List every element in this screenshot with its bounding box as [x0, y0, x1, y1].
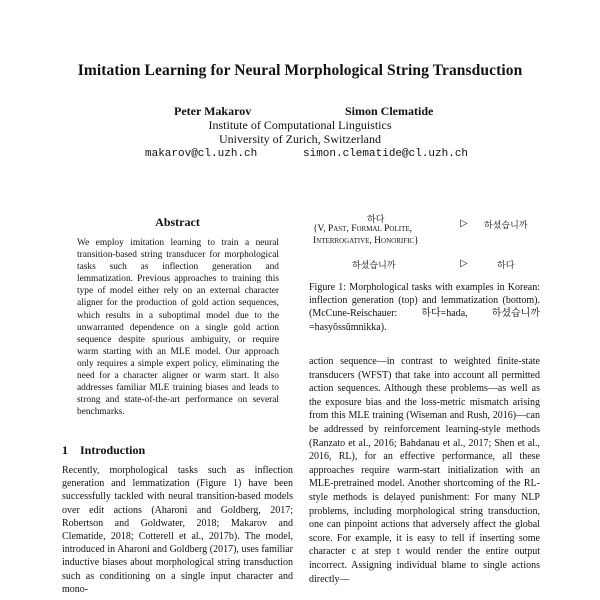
author-name: Peter Makarov [174, 104, 252, 118]
figure-caption: Figure 1: Morphological tasks with examples in Korean: inflection generation (top) and lemmatization (bottom). (McCune-Reischauer: 하다=hada, 하셨습니까=hasyŏssŭmnikka). [309, 282, 540, 333]
section-heading [62, 443, 145, 458]
author-email: makarov@cl.uzh.ch [145, 148, 258, 160]
figure-lemma: 하다 [367, 215, 385, 225]
figure-tags: Interrogative, Honorific} [313, 236, 419, 246]
author-email: simon.clematide@cl.uzh.ch [303, 148, 469, 160]
figure-lemma: 하다 [497, 261, 515, 271]
paper-title: Imitation Learning for Neural Morphological String Transduction [77, 62, 523, 79]
transduction-arrow: ▷ [460, 258, 468, 269]
author-name: Simon Clematide [345, 104, 434, 118]
affiliation-line: University of Zurich, Switzerland [219, 132, 381, 146]
introduction-text: Recently, morphological tasks such as inflection generation and lemmatization (Figure 1) have been successfully tackled with neural transition-based models over edit actions (Aharoni and Goldberg, 2017; Robertson and Goldwater, 2018; Makarov and Clematide, 2018; Cotterell et al., 2017b). The model, introduced in Aharoni and Goldberg (2017), uses familiar inductive biases about morphological string transduction such as conditioning on a single input character and mono- [62, 465, 293, 595]
figure-inflected-form: 하셨습니까 [352, 261, 396, 271]
abstract-text: We employ imitation learning to train a neural transition-based string transducer for morphological tasks such as inflection generation and lemmatization. Previous approaches to training this type of model either rely on an external character aligner for the production of gold action sequences, which results in a suboptimal model due to the unwarranted dependence on a single gold action sequence despite spurious ambiguity, or require warm starting with an MLE model. Our approach only requires a simple expert policy, eliminating the need for a character aligner or warm start. It also addresses familiar MLE training biases and leads to strong and state-of-the-art performance on several benchmarks. [77, 238, 279, 418]
section-number: 1 [62, 443, 68, 457]
transduction-arrow: ▷ [460, 218, 468, 229]
body-text-right-column: action sequence—in contrast to weighted finite-state transducers (WFST) that take into account all permitted action sequences. Although these problems—as well as the exposure bias and the loss-metric mismatch arising from this MLE training (Wiseman and Rush, 2016)—can be addressed by reinforcement learning-style methods (Ranzato et al., 2016; Bahdanau et al., 2017; Shen et al., 2016, RL), for an effective performance, all these approaches require warm-start initialization with an MLE-pretrained model. Another shortcoming of the RL-style methods is delayed punishment: For many NLP problems, including morphological string transduction, one can pinpoint actions that adversely affect the global score. For example, it is easy to tell if inserting some character c at step t would render the entire output incorrect. Assigning individual blame to single actions directly— [309, 356, 540, 585]
section-title: Introduction [80, 443, 146, 457]
affiliation-line: Institute of Computational Linguistics [208, 118, 392, 132]
abstract-heading: Abstract [155, 215, 200, 229]
figure-inflected-form: 하셨습니까 [484, 221, 528, 231]
figure-tags: {V, Past, Formal Polite, [313, 224, 413, 234]
